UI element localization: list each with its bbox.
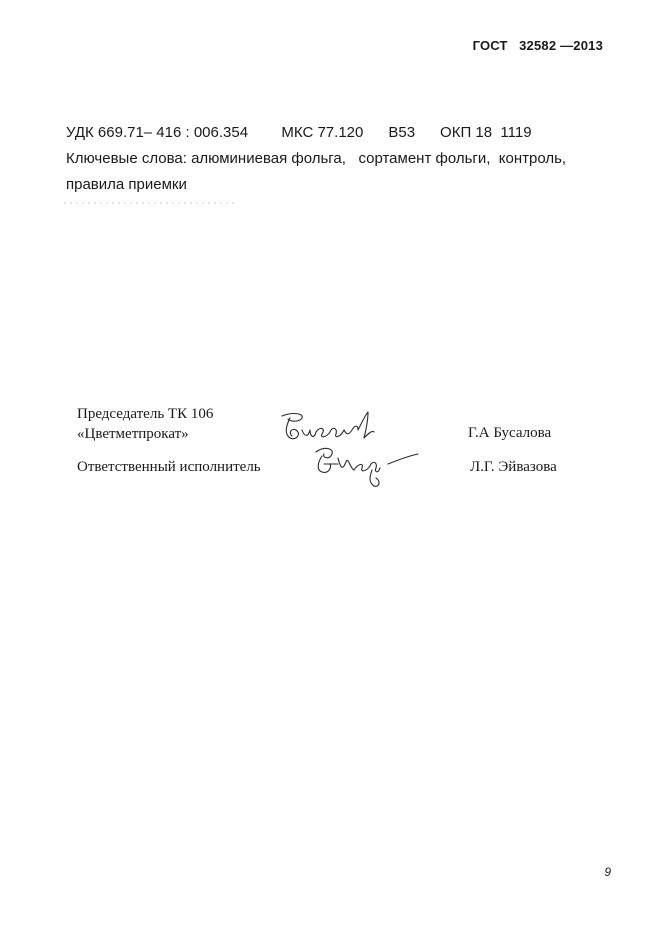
classification-codes: УДК 669.71– 416 : 006.354 МКС 77.120 В53 ОКП 18 1119 [66, 124, 532, 141]
signatory-2-name: Л.Г. Эйвазова [470, 459, 557, 475]
page-number: 9 [604, 865, 611, 879]
keywords-line-2: правила приемки [66, 176, 187, 193]
dotted-separator [62, 202, 234, 204]
standard-designation: ГОСТ 32582 —2013 [472, 38, 603, 53]
signatory-2-role: Ответственный исполнитель [77, 459, 261, 475]
signatory-1-role-line-2: «Цветметпрокат» [77, 426, 189, 442]
signature-2-handwritten [312, 444, 424, 490]
keywords-line-1: Ключевые слова: алюминиевая фольга, сортамент фольги, контроль, [66, 150, 567, 167]
signatory-1-name: Г.А Бусалова [468, 425, 552, 441]
signatory-1-role-line-1: Председатель ТК 106 [77, 406, 214, 422]
